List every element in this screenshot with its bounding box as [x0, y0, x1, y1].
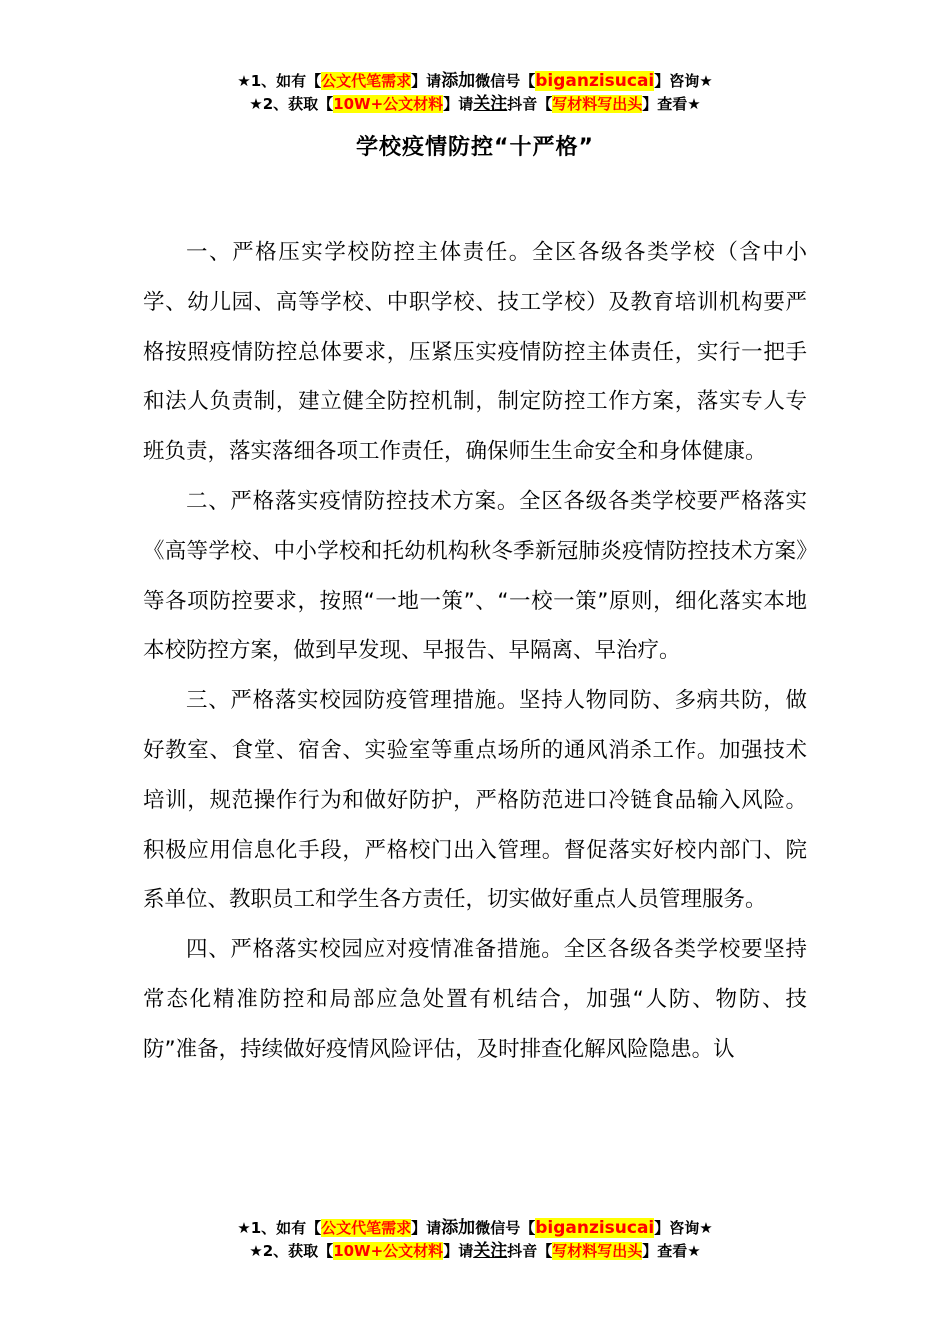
promo-text: 】请: [411, 72, 442, 90]
promo-text: 】查看★: [642, 95, 701, 113]
paragraph: 三、严格落实校园防疫管理措施。坚持人物同防、多病共防，做好教室、食堂、宿舍、实验室等重点场所的通风消杀工作。加强技术培训，规范操作行为和做好防护，严格防范进口冷链食品输入风险。积极应用信息化手段，严格校门出入管理。督促落实好校内部门、院系单位、教职员工和学生各方责任，切实做好重点人员管理服务。: [143, 688, 807, 913]
promo-text: ★2、获取【: [249, 95, 334, 113]
promo-emphasis: 关注: [473, 1241, 508, 1261]
promo-footer: [0, 1217, 950, 1263]
promo-text: 】咨询★: [654, 1219, 713, 1237]
promo-wechat-id: biganzisucai: [535, 71, 655, 91]
promo-text: ★1、如有【: [237, 1219, 322, 1237]
promo-wechat-id: biganzisucai: [535, 1218, 655, 1238]
promo-text: ★1、如有【: [237, 72, 322, 90]
promo-text: ★2、获取【: [249, 1242, 334, 1260]
promo-text: 】咨询★: [654, 72, 713, 90]
promo-highlight: 10W+公文材料: [333, 95, 444, 113]
promo-highlight: 10W+公文材料: [333, 1242, 444, 1260]
document-body: [143, 228, 807, 1075]
promo-text: 抖音【: [507, 1242, 553, 1260]
promo-text: 】请: [411, 1219, 442, 1237]
promo-line-2: [0, 1240, 950, 1263]
promo-line-2: [0, 93, 950, 116]
promo-header: [0, 70, 950, 116]
promo-highlight: 公文代笔需求: [321, 1219, 412, 1237]
document-title: 学校疫情防控“十严格”: [356, 135, 594, 160]
promo-text: 】查看★: [642, 1242, 701, 1260]
promo-douyin-id: 写材料写出头: [552, 1242, 643, 1260]
promo-text: 抖音【: [507, 95, 553, 113]
promo-highlight: 公文代笔需求: [321, 72, 412, 90]
promo-douyin-id: 写材料写出头: [552, 95, 643, 113]
promo-line-1: [0, 70, 950, 93]
promo-emphasis: 关注: [473, 94, 508, 114]
promo-text: 】请: [443, 95, 474, 113]
promo-text: 微信号【: [475, 1219, 536, 1237]
promo-line-1: [0, 1217, 950, 1240]
promo-text: 微信号【: [475, 72, 536, 90]
paragraph: 二、严格落实疫情防控技术方案。全区各级各类学校要严格落实《高等学校、中小学校和托幼机构秋冬季新冠肺炎疫情防控技术方案》等各项防控要求，按照“一地一策”、“一校一策”原则，细化落实本地本校防控方案，做到早发现、早报告、早隔离、早治疗。: [143, 488, 807, 664]
paragraph: 一、严格压实学校防控主体责任。全区各级各类学校（含中小学、幼儿园、高等学校、中职学校、技工学校）及教育培训机构要严格按照疫情防控总体要求，压紧压实疫情防控主体责任，实行一把手和法人负责制，建立健全防控机制，制定防控工作方案，落实专人专班负责，落实落细各项工作责任，确保师生生命安全和身体健康。: [143, 240, 807, 465]
paragraph: 四、严格落实校园应对疫情准备措施。全区各级各类学校要坚持常态化精准防控和局部应急处置有机结合，加强“人防、物防、技防”准备，持续做好疫情风险评估，及时排查化解风险隐患。认: [143, 937, 807, 1062]
promo-text: 】请: [443, 1242, 474, 1260]
promo-emphasis: 添加: [441, 71, 476, 91]
promo-emphasis: 添加: [441, 1218, 476, 1238]
